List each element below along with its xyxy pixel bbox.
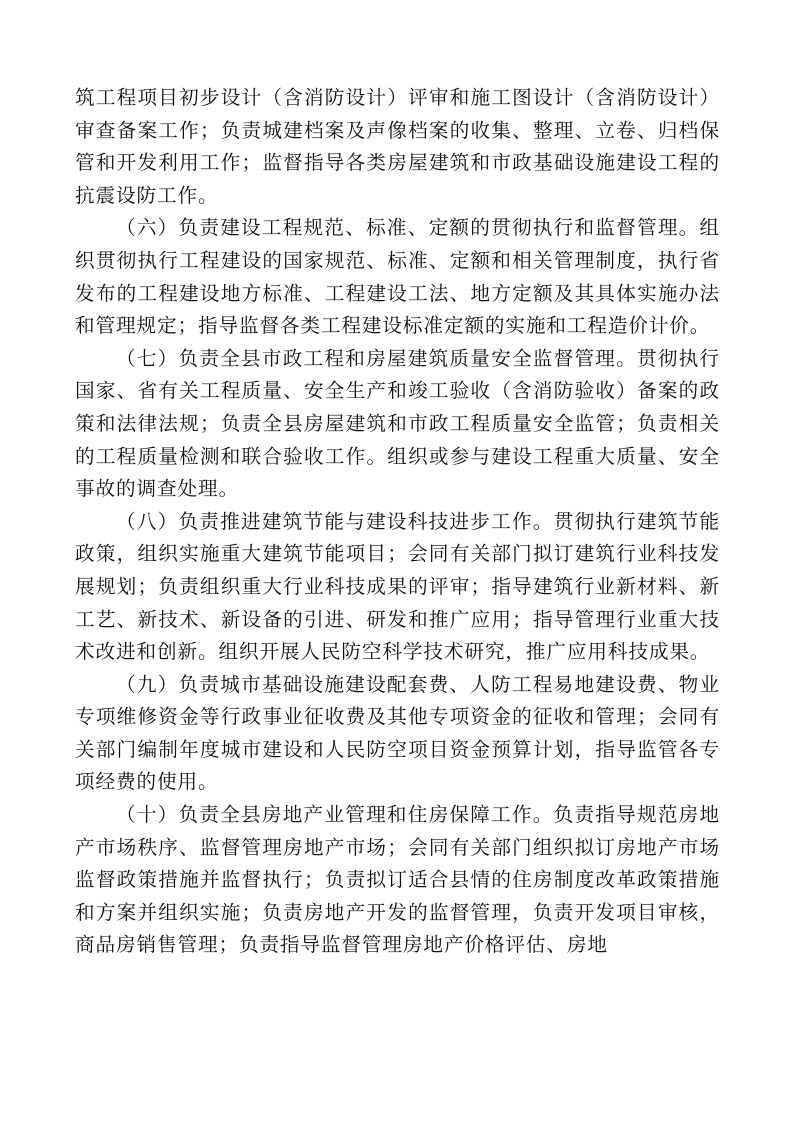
paragraph-item-9: （九）负责城市基础设施建设配套费、人防工程易地建设费、物业专项维修资金等行政事业征收费及其他专项资金的征收和管理；会同有关部门编制年度城市建设和人民防空项目资金预算计划，指导监管各专项经费的使用。 xyxy=(75,672,720,794)
paragraph-item-10: （十）负责全县房地产业管理和住房保障工作。负责指导规范房地产市场秩序、监督管理房地产市场；会同有关部门组织拟订房地产市场监督政策措施并监督执行；负责拟订适合县情的住房制度改革政策措施和方案并组织实施；负责房地产开发的监督管理，负责开发项目审核，商品房销售管理；负责指导监督管理房地产价格评估、房地 xyxy=(75,803,720,957)
paragraph-item-6: （六）负责建设工程规范、标准、定额的贯彻执行和监督管理。组织贯彻执行工程建设的国家规范、标准、定额和相关管理制度，执行省发布的工程建设地方标准、工程建设工法、地方定额及其具体实施办法和管理规定；指导监督各类工程建设标准定额的实施和工程造价计价。 xyxy=(75,216,720,338)
paragraph-item-8: （八）负责推进建筑节能与建设科技进步工作。贯彻执行建筑节能政策，组织实施重大建筑节能项目；会同有关部门拟订建筑行业科技发展规划；负责组织重大行业科技成果的评审；指导建筑行业新材料、新工艺、新技术、新设备的引进、研发和推广应用；指导管理行业重大技术改进和创新。组织开展人民防空科学技术研究，推广应用科技成果。 xyxy=(75,509,720,664)
paragraph-item-7: （七）负责全县市政工程和房屋建筑质量安全监督管理。贯彻执行国家、省有关工程质量、安全生产和竣工验收（含消防验收）备案的政策和法律法规；负责全县房屋建筑和市政工程质量安全监管；负责相关的工程质量检测和联合验收工作。组织或参与建设工程重大质量、安全事故的调查处理。 xyxy=(75,346,720,501)
paragraph-continuation: 筑工程项目初步设计（含消防设计）评审和施工图设计（含消防设计）审查备案工作；负责城建档案及声像档案的收集、整理、立卷、归档保管和开发利用工作；监督指导各类房屋建筑和市政基础设施建设工程的抗震设防工作。 xyxy=(75,86,720,207)
document-body xyxy=(75,82,720,962)
